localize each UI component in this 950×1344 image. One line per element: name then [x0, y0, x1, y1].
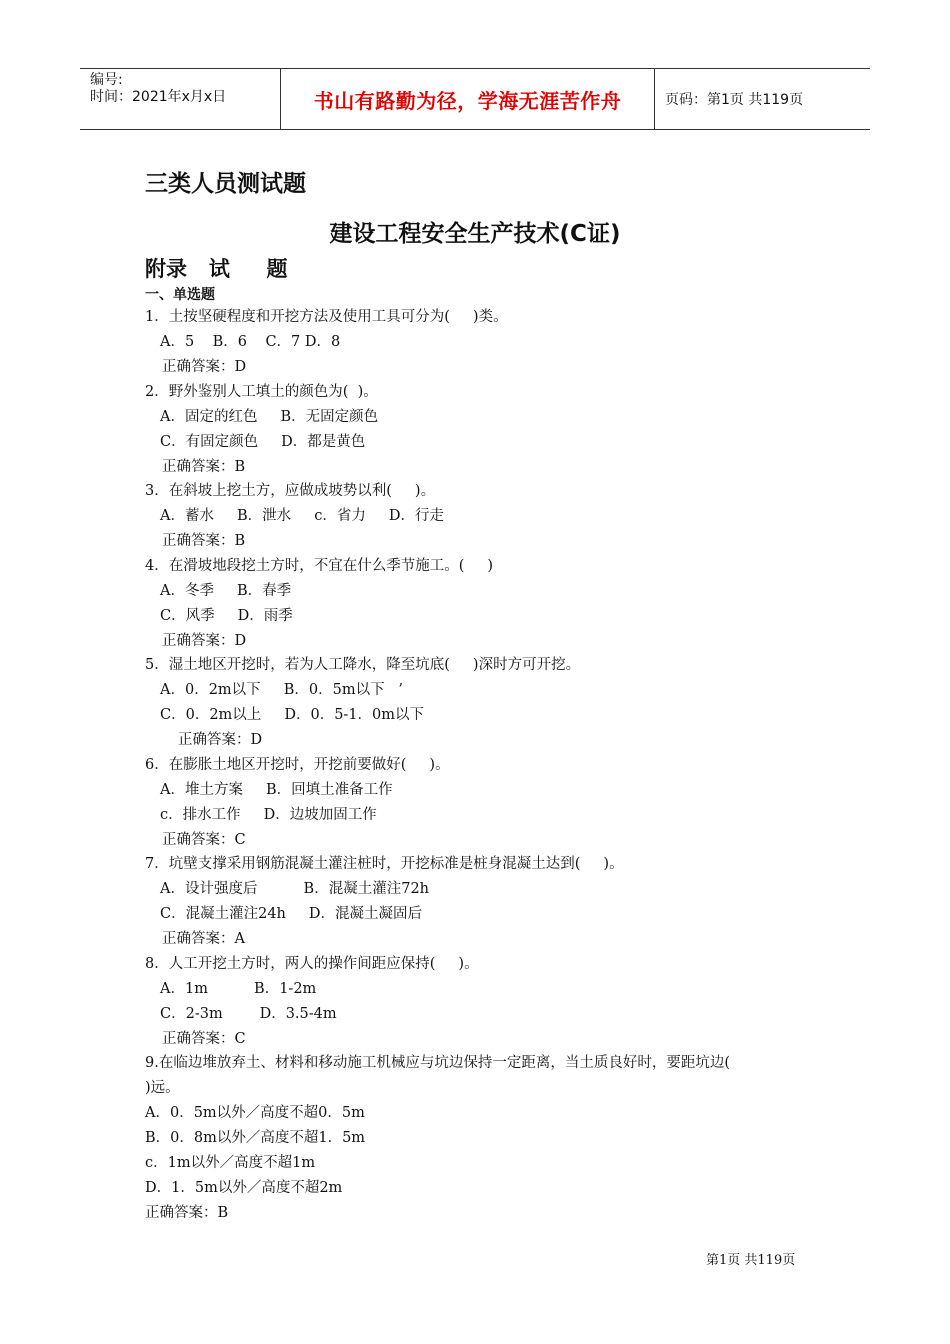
header-motto-cell [281, 69, 655, 129]
question-line: 6．在膨胀土地区开挖时，开挖前要做好( )。 [145, 757, 450, 773]
answer-line: 正确答案：D [162, 633, 247, 649]
option-line: A．0．2m以下 B．0．5m以下 ’ [160, 682, 404, 698]
question-line: 2．野外鉴别人工填土的颜色为( )。 [145, 384, 378, 400]
answer-line: 正确答案：D [162, 359, 247, 375]
question-line: 9.在临边堆放弃土、材料和移动施工机械应与坑边保持一定距离，当土质良好时，要距坑边( [145, 1055, 730, 1071]
page-header [80, 68, 870, 130]
question-line: 8．人工开挖土方时，两人的操作间距应保持( )。 [145, 956, 479, 972]
header-page-cell [655, 69, 870, 129]
option-line: A．冬季 B．春季 [160, 583, 292, 599]
option-line: A．0．5m以外／高度不超0．5m [145, 1105, 365, 1121]
option-line: C．混凝土灌注24h D．混凝土凝固后 [160, 906, 423, 922]
page-number-label: 页码：第1页 共119页 [665, 92, 804, 108]
question-line: 5．湿土地区开挖时，若为人工降水，降至坑底( )深时方可开挖。 [145, 657, 581, 673]
answer-line: 正确答案：B [162, 459, 246, 475]
option-line: B．0．8m以外／高度不超1．5m [145, 1130, 366, 1146]
option-line: c．1m以外／高度不超1m [145, 1155, 316, 1171]
question-line: 7．坑壁支撑采用钢筋混凝土灌注桩时，开挖标准是桩身混凝土达到( )。 [145, 856, 624, 872]
option-line: D．1．5m以外／高度不超2m [145, 1180, 343, 1196]
option-line: C．2-3m D．3.5-4m [160, 1006, 337, 1022]
option-line: C．0．2m以上 D．0．5-1．0m以下 [160, 707, 425, 723]
section-heading: 一、单选题 [145, 287, 215, 303]
doc-subtitle: 建设工程安全生产技术(C证) [329, 221, 621, 247]
answer-line: 正确答案：A [162, 931, 245, 947]
page-footer: 第1页 共119页 [706, 1253, 796, 1268]
header-meta-cell [80, 69, 281, 129]
question-line: 1．土按坚硬程度和开挖方法及使用工具可分为( )类。 [145, 309, 508, 325]
option-line: c．排水工作 D．边坡加固工作 [160, 807, 377, 823]
question-line-continued: )远。 [145, 1080, 180, 1096]
motto-text: 书山有路勤为径，学海无涯苦作舟 [313, 88, 622, 113]
number-label: 编号: [90, 72, 123, 88]
option-line: A．蓄水 B．泄水 c．省力 D．行走 [160, 508, 445, 524]
answer-line: 正确答案：C [162, 832, 246, 848]
answer-line: 正确答案：D [178, 732, 263, 748]
time-label: 时间：2021年x月x日 [90, 89, 227, 105]
option-line: A．固定的红色 B．无固定颜色 [160, 409, 379, 425]
doc-title: 三类人员测试题 [145, 171, 306, 197]
option-line: C．有固定颜色 D．都是黄色 [160, 434, 366, 450]
question-line: 3．在斜坡上挖土方，应做成坡势以利( )。 [145, 483, 436, 499]
option-line: A．5 B．6 C．7 D．8 [160, 334, 341, 350]
question-line: 4．在滑坡地段挖土方时，不宜在什么季节施工。( ) [145, 558, 494, 574]
appendix-heading: 附录 试 题 [145, 257, 288, 281]
option-line: A．设计强度后 B．混凝土灌注72h [160, 881, 430, 897]
answer-line: 正确答案：B [162, 533, 246, 549]
answer-line: 正确答案：C [162, 1031, 246, 1047]
option-line: A．1m B．1-2m [160, 981, 317, 997]
answer-line: 正确答案：B [145, 1205, 229, 1221]
option-line: C．风季 D．雨季 [160, 608, 293, 624]
option-line: A．堆土方案 B．回填土准备工作 [160, 782, 393, 798]
